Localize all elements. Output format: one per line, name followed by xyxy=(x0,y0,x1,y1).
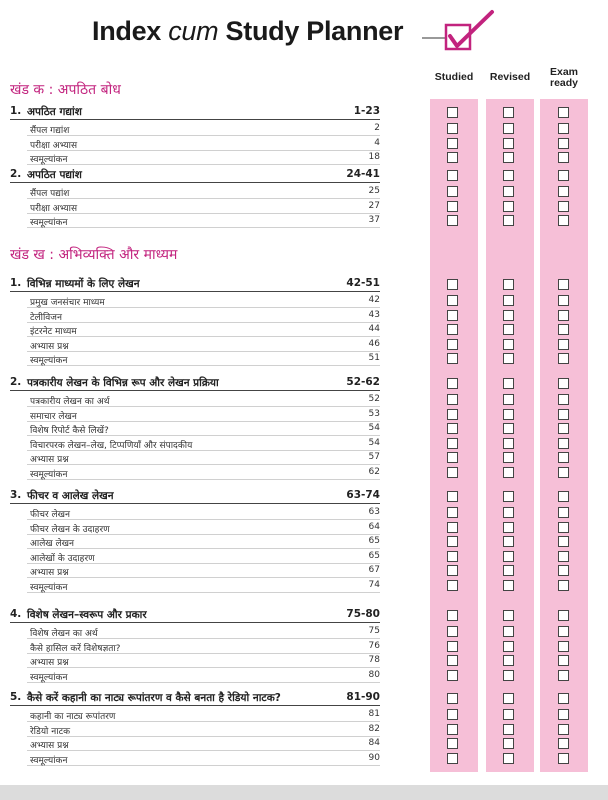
topic-page: 82 xyxy=(368,723,380,734)
revised-checkbox[interactable] xyxy=(503,580,514,591)
exam-ready-checkbox[interactable] xyxy=(558,724,569,735)
studied-checkbox[interactable] xyxy=(447,438,458,449)
column-header-exam-ready: Exam ready xyxy=(549,66,579,89)
revised-checkbox[interactable] xyxy=(503,693,514,704)
topic-page: 75 xyxy=(368,626,380,636)
revised-checkbox[interactable] xyxy=(503,536,514,547)
section-heading: खंड क : अपठित बोध xyxy=(10,82,121,98)
studied-checkbox[interactable] xyxy=(447,339,458,350)
page-title: Index cum Study Planner xyxy=(92,16,404,46)
studied-checkbox[interactable] xyxy=(447,641,458,652)
exam-ready-checkbox[interactable] xyxy=(558,507,569,518)
exam-ready-checkbox[interactable] xyxy=(558,394,569,405)
topic-page: 63 xyxy=(368,507,380,517)
topic-title: स्वमूल्यांकन xyxy=(30,356,68,366)
chapter-number: 4. xyxy=(10,608,22,620)
topic-row xyxy=(27,579,380,593)
topic-row xyxy=(27,137,380,151)
revised-checkbox[interactable] xyxy=(503,551,514,562)
topic-title: विशेष रिपोर्ट कैसे लिखें? xyxy=(30,426,109,436)
topic-title: स्वमूल्यांकन xyxy=(30,155,68,165)
topic-page: 46 xyxy=(368,338,380,349)
studied-checkbox[interactable] xyxy=(447,170,458,181)
topic-title: समाचार लेखन xyxy=(30,411,77,422)
revised-checkbox[interactable] xyxy=(503,565,514,576)
revised-checkbox[interactable] xyxy=(503,409,514,420)
topic-row xyxy=(27,669,380,683)
topic-page: 51 xyxy=(368,353,380,363)
revised-checkbox[interactable] xyxy=(503,655,514,666)
revised-checkbox[interactable] xyxy=(503,438,514,449)
exam-ready-checkbox[interactable] xyxy=(558,565,569,576)
topic-page: 84 xyxy=(368,738,380,748)
revised-checkbox[interactable] xyxy=(503,452,514,463)
exam-ready-checkbox[interactable] xyxy=(558,378,569,389)
exam-ready-checkbox[interactable] xyxy=(558,295,569,306)
studied-checkbox[interactable] xyxy=(447,378,458,389)
topic-row xyxy=(27,654,380,668)
revised-checkbox[interactable] xyxy=(503,507,514,518)
exam-ready-checkbox[interactable] xyxy=(558,123,569,134)
exam-ready-checkbox[interactable] xyxy=(558,626,569,637)
topic-row xyxy=(27,521,380,535)
topic-page: 62 xyxy=(368,466,380,477)
studied-checkbox[interactable] xyxy=(447,186,458,197)
revised-checkbox[interactable] xyxy=(503,709,514,720)
exam-ready-checkbox[interactable] xyxy=(558,467,569,478)
revised-checkbox[interactable] xyxy=(503,626,514,637)
exam-ready-checkbox[interactable] xyxy=(558,655,569,666)
chapter-number: 1. xyxy=(10,277,22,289)
exam-ready-checkbox[interactable] xyxy=(558,438,569,449)
studied-checkbox[interactable] xyxy=(447,507,458,518)
topic-title: टेलीविजन xyxy=(30,312,62,323)
topic-page: 54 xyxy=(368,437,380,448)
studied-checkbox[interactable] xyxy=(447,138,458,149)
chapter-number: 2. xyxy=(10,168,22,180)
topic-row xyxy=(27,309,380,323)
exam-ready-checkbox[interactable] xyxy=(558,709,569,720)
studied-checkbox[interactable] xyxy=(447,107,458,118)
revised-checkbox[interactable] xyxy=(503,324,514,335)
chapter-row xyxy=(10,488,380,504)
topic-row xyxy=(27,550,380,564)
revised-checkbox[interactable] xyxy=(503,491,514,502)
exam-ready-checkbox[interactable] xyxy=(558,324,569,335)
studied-checkbox[interactable] xyxy=(447,152,458,163)
exam-ready-checkbox[interactable] xyxy=(558,610,569,621)
exam-ready-checkbox[interactable] xyxy=(558,107,569,118)
topic-page: 44 xyxy=(368,324,380,334)
topic-page: 2 xyxy=(374,123,380,133)
column-header-revised: Revised xyxy=(489,71,531,83)
studied-checkbox[interactable] xyxy=(447,353,458,364)
studied-checkbox[interactable] xyxy=(447,709,458,720)
topic-page: 54 xyxy=(368,423,380,433)
topic-row xyxy=(27,294,380,308)
revised-checkbox[interactable] xyxy=(503,107,514,118)
topic-row xyxy=(27,708,380,722)
topic-title: सैंपल गद्यांश xyxy=(30,126,70,136)
topic-page: 64 xyxy=(368,521,380,532)
studied-checkbox[interactable] xyxy=(447,738,458,749)
topic-page: 76 xyxy=(368,640,380,651)
topic-title: अभ्यास प्रश्न xyxy=(30,568,69,578)
topic-title: रेडियो नाटक xyxy=(30,726,71,737)
chapter-number: 5. xyxy=(10,691,22,703)
exam-ready-checkbox[interactable] xyxy=(558,138,569,149)
studied-checkbox[interactable] xyxy=(447,467,458,478)
topic-row xyxy=(27,535,380,549)
studied-checkbox[interactable] xyxy=(447,610,458,621)
studied-checkbox[interactable] xyxy=(447,670,458,681)
topic-page: 42 xyxy=(368,295,380,305)
topic-title: सैंपल पद्यांश xyxy=(30,189,70,199)
topic-title: फीचर लेखन के उदाहरण xyxy=(30,524,110,535)
topic-page: 4 xyxy=(374,137,380,148)
studied-checkbox[interactable] xyxy=(447,655,458,666)
revised-checkbox[interactable] xyxy=(503,279,514,290)
topic-title: स्वमूल्यांकन xyxy=(30,672,68,683)
studied-checkbox[interactable] xyxy=(447,565,458,576)
topic-page: 25 xyxy=(368,186,380,196)
topic-row xyxy=(27,352,380,366)
exam-ready-checkbox[interactable] xyxy=(558,339,569,350)
exam-ready-checkbox[interactable] xyxy=(558,201,569,212)
topic-title: परीक्षा अभ्यास xyxy=(30,203,78,214)
topic-row xyxy=(27,200,380,214)
studied-checkbox[interactable] xyxy=(447,753,458,764)
topic-title: स्वमूल्यांकन xyxy=(30,469,68,480)
topic-page: 27 xyxy=(368,200,380,211)
exam-ready-checkbox[interactable] xyxy=(558,215,569,226)
exam-ready-checkbox[interactable] xyxy=(558,170,569,181)
studied-checkbox[interactable] xyxy=(447,452,458,463)
revised-checkbox[interactable] xyxy=(503,215,514,226)
studied-checkbox[interactable] xyxy=(447,310,458,321)
revised-checkbox[interactable] xyxy=(503,522,514,533)
exam-ready-checkbox[interactable] xyxy=(558,536,569,547)
revised-checkbox[interactable] xyxy=(503,186,514,197)
exam-ready-checkbox[interactable] xyxy=(558,491,569,502)
topic-title: स्वमूल्यांकन xyxy=(30,218,68,228)
studied-checkbox[interactable] xyxy=(447,536,458,547)
topic-title: अभ्यास प्रश्न xyxy=(30,658,69,668)
topic-row xyxy=(27,422,380,436)
exam-ready-checkbox[interactable] xyxy=(558,279,569,290)
topic-row xyxy=(27,408,380,422)
chapter-pages: 52-62 xyxy=(346,376,380,388)
topic-page: 52 xyxy=(368,394,380,404)
revised-checkbox[interactable] xyxy=(503,724,514,735)
exam-ready-checkbox[interactable] xyxy=(558,693,569,704)
topic-title: फीचर लेखन xyxy=(30,510,70,520)
chapter-row xyxy=(10,167,380,183)
chapter-title: फीचर व आलेख लेखन xyxy=(27,490,114,502)
topic-row xyxy=(27,214,380,228)
revised-checkbox[interactable] xyxy=(503,123,514,134)
topic-row xyxy=(27,451,380,465)
chapter-pages: 63-74 xyxy=(346,489,380,501)
topic-title: इंटरनेट माध्यम xyxy=(30,327,77,337)
chapter-title: पत्रकारीय लेखन के विभिन्न रूप और लेखन प्रक्रिया xyxy=(27,377,219,389)
studied-checkbox[interactable] xyxy=(447,551,458,562)
studied-checkbox[interactable] xyxy=(447,279,458,290)
revised-checkbox[interactable] xyxy=(503,170,514,181)
topic-row xyxy=(27,752,380,766)
exam-ready-checkbox[interactable] xyxy=(558,670,569,681)
revised-checkbox[interactable] xyxy=(503,152,514,163)
topic-title: विशेष लेखन का अर्थ xyxy=(30,629,98,639)
topic-page: 65 xyxy=(368,536,380,546)
topic-row xyxy=(27,437,380,451)
topic-page: 43 xyxy=(368,309,380,320)
exam-ready-checkbox[interactable] xyxy=(558,152,569,163)
chapter-row xyxy=(10,375,380,391)
topic-page: 18 xyxy=(368,152,380,162)
exam-ready-checkbox[interactable] xyxy=(558,409,569,420)
exam-ready-checkbox[interactable] xyxy=(558,310,569,321)
column-header-studied: Studied xyxy=(434,71,474,83)
topic-row xyxy=(27,640,380,654)
footer-bar xyxy=(0,785,608,800)
revised-checkbox[interactable] xyxy=(503,138,514,149)
topic-row xyxy=(27,625,380,639)
exam-ready-checkbox[interactable] xyxy=(558,522,569,533)
topic-title: आलेखों के उदाहरण xyxy=(30,553,95,564)
topic-page: 53 xyxy=(368,408,380,419)
topic-row xyxy=(27,564,380,578)
chapter-row xyxy=(10,276,380,292)
topic-page: 78 xyxy=(368,655,380,665)
topic-page: 65 xyxy=(368,550,380,561)
studied-checkbox[interactable] xyxy=(447,295,458,306)
topic-row xyxy=(27,506,380,520)
topic-row xyxy=(27,323,380,337)
topic-title: प्रमुख जनसंचार माध्यम xyxy=(30,298,105,308)
studied-checkbox[interactable] xyxy=(447,580,458,591)
chapter-title: अपठित पद्यांश xyxy=(27,169,82,181)
studied-checkbox[interactable] xyxy=(447,693,458,704)
revised-checkbox[interactable] xyxy=(503,641,514,652)
exam-ready-checkbox[interactable] xyxy=(558,580,569,591)
studied-checkbox[interactable] xyxy=(447,215,458,226)
chapter-pages: 1-23 xyxy=(353,105,380,117)
revised-checkbox[interactable] xyxy=(503,310,514,321)
topic-title: विचारपरक लेखन–लेख, टिप्पणियाँ और संपादकीय xyxy=(30,440,193,451)
topic-page: 57 xyxy=(368,452,380,462)
chapter-pages: 75-80 xyxy=(346,608,380,620)
topic-title: स्वमूल्यांकन xyxy=(30,755,68,766)
exam-ready-checkbox[interactable] xyxy=(558,452,569,463)
revised-checkbox[interactable] xyxy=(503,670,514,681)
revised-checkbox[interactable] xyxy=(503,339,514,350)
topic-title: स्वमूल्यांकन xyxy=(30,582,68,593)
chapter-row xyxy=(10,607,380,623)
studied-checkbox[interactable] xyxy=(447,409,458,420)
chapter-number: 1. xyxy=(10,105,22,117)
revised-checkbox[interactable] xyxy=(503,467,514,478)
revised-checkbox[interactable] xyxy=(503,295,514,306)
studied-checkbox[interactable] xyxy=(447,522,458,533)
topic-row xyxy=(27,393,380,407)
topic-row xyxy=(27,122,380,136)
studied-checkbox[interactable] xyxy=(447,491,458,502)
studied-checkbox[interactable] xyxy=(447,626,458,637)
exam-ready-checkbox[interactable] xyxy=(558,186,569,197)
topic-page: 67 xyxy=(368,565,380,575)
chapter-row xyxy=(10,690,380,706)
chapter-title: विभिन्न माध्यमों के लिए लेखन xyxy=(27,278,140,290)
studied-checkbox[interactable] xyxy=(447,324,458,335)
exam-ready-checkbox[interactable] xyxy=(558,423,569,434)
chapter-pages: 24-41 xyxy=(346,168,380,180)
topic-page: 80 xyxy=(368,669,380,680)
exam-ready-checkbox[interactable] xyxy=(558,753,569,764)
studied-checkbox[interactable] xyxy=(447,724,458,735)
topic-page: 81 xyxy=(368,709,380,719)
topic-row xyxy=(27,737,380,751)
revised-checkbox[interactable] xyxy=(503,610,514,621)
topic-row xyxy=(27,185,380,199)
planner-title xyxy=(92,14,532,54)
revised-checkbox[interactable] xyxy=(503,353,514,364)
topic-page: 37 xyxy=(368,215,380,225)
topic-page: 74 xyxy=(368,579,380,590)
studied-checkbox[interactable] xyxy=(447,123,458,134)
topic-row xyxy=(27,466,380,480)
chapter-number: 2. xyxy=(10,376,22,388)
topic-title: परीक्षा अभ्यास xyxy=(30,140,78,151)
topic-title: अभ्यास प्रश्न xyxy=(30,455,69,465)
revised-checkbox[interactable] xyxy=(503,201,514,212)
section-heading: खंड ख : अभिव्यक्ति और माध्यम xyxy=(10,247,178,263)
studied-checkbox[interactable] xyxy=(447,423,458,434)
revised-checkbox[interactable] xyxy=(503,423,514,434)
topic-title: अभ्यास प्रश्न xyxy=(30,741,69,751)
topic-title: आलेख लेखन xyxy=(30,539,74,549)
chapter-row xyxy=(10,104,380,120)
chapter-title: अपठित गद्यांश xyxy=(27,106,82,118)
topic-title: अभ्यास प्रश्न xyxy=(30,341,69,352)
chapter-pages: 81-90 xyxy=(346,691,380,703)
studied-checkbox[interactable] xyxy=(447,201,458,212)
topic-page: 90 xyxy=(368,752,380,763)
topic-title: कैसे हासिल करें विशेषज्ञता? xyxy=(30,643,121,654)
studied-checkbox[interactable] xyxy=(447,394,458,405)
checkmark-box-icon xyxy=(422,8,502,58)
exam-ready-checkbox[interactable] xyxy=(558,641,569,652)
topic-title: पत्रकारीय लेखन का अर्थ xyxy=(30,397,110,407)
topic-title: कहानी का नाट्य रूपांतरण xyxy=(30,712,116,722)
exam-ready-checkbox[interactable] xyxy=(558,353,569,364)
revised-checkbox[interactable] xyxy=(503,378,514,389)
chapter-number: 3. xyxy=(10,489,22,501)
topic-row xyxy=(27,723,380,737)
topic-row xyxy=(27,338,380,352)
chapter-title: कैसे करें कहानी का नाट्य रूपांतरण व कैसे बनता है रेडियो नाटक? xyxy=(27,692,281,704)
revised-checkbox[interactable] xyxy=(503,738,514,749)
topic-row xyxy=(27,151,380,165)
revised-checkbox[interactable] xyxy=(503,753,514,764)
revised-checkbox[interactable] xyxy=(503,394,514,405)
exam-ready-checkbox[interactable] xyxy=(558,551,569,562)
exam-ready-checkbox[interactable] xyxy=(558,738,569,749)
chapter-pages: 42-51 xyxy=(346,277,380,289)
chapter-title: विशेष लेखन–स्वरूप और प्रकार xyxy=(27,609,147,621)
